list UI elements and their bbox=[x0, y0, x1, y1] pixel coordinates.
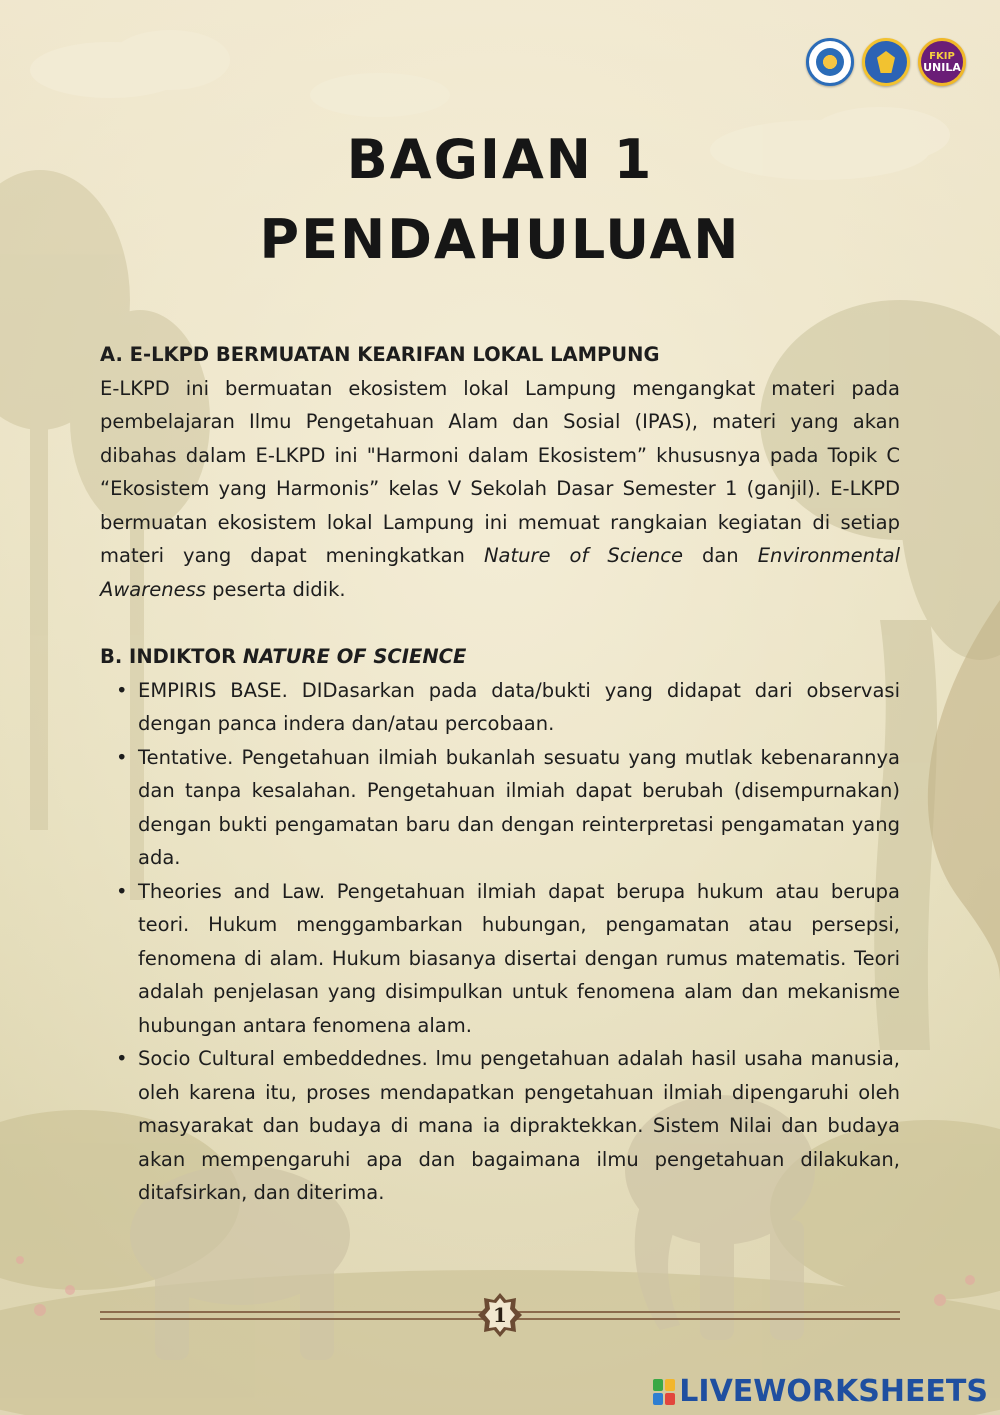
universitas-lampung-logo bbox=[862, 38, 910, 86]
title-line-1: BAGIAN 1 bbox=[346, 128, 654, 191]
document-content bbox=[100, 338, 900, 1210]
section-a-intro: E-LKPD ini bermuatan ekosistem lokal Lampung mengangkat materi pada pembelajaran Ilmu Pengetahuan Alam dan Sosial (IPAS), materi yang akan dibahas dalam E-LKPD ini "Harmoni dalam Ekosistem” khususnya pada Topik C “Ekosistem yang Harmonis” kelas V Sekolah Dasar Semester 1 (ganjil). E-LKPD bermuatan ekosistem lokal Lampung ini memuat rangkaian kegiatan di setiap materi yang dapat meningkatkan bbox=[100, 376, 900, 567]
page-number: 1 bbox=[493, 1303, 507, 1327]
list-item: • Socio Cultural embeddednes. lmu pengetahuan adalah hasil usaha manusia, oleh karena itu, proses mendapatkan pengetahuan ilmiah dipengaruhi oleh masyarakat dan budaya di mana ia dipraktekkan. Sistem Nilai dan budaya akan mempengaruhi apa dan bagaimana ilmu pengetahuan dilakukan, ditafsirkan, dan diterima. bbox=[100, 1042, 900, 1210]
spacer bbox=[100, 606, 900, 640]
section-a-heading: A. E-LKPD BERMUATAN KEARIFAN LOKAL LAMPUNG bbox=[100, 343, 660, 366]
list-item: • Theories and Law. Pengetahuan ilmiah dapat berupa hukum atau berupa teori. Hukum menggambarkan hubungan, pengamatan atau persepsi, fenomena di alam. Hukum biasanya disertai dengan rumus matematis. Teori adalah penjelasan yang disimpulkan untuk fenomena alam dan mekanisme hubungan antara fenomena alam. bbox=[100, 875, 900, 1043]
liveworksheets-watermark bbox=[653, 1374, 988, 1409]
term-nature-of-science: Nature of Science bbox=[483, 544, 683, 567]
kemdikbud-logo bbox=[806, 38, 854, 86]
list-item: • EMPIRIS BASE. DIDasarkan pada data/bukti yang didapat dari observasi dengan panca indera dan/atau percobaan. bbox=[100, 674, 900, 741]
list-item: • Tentative. Pengetahuan ilmiah bukanlah sesuatu yang mutlak kebenarannya dan tanpa kesalahan. Pengetahuan ilmiah dapat berubah (disempurnakan) dengan bukti pengamatan baru dan dengan reinterpretasi pengamatan yang ada. bbox=[100, 741, 900, 875]
title-line-2: PENDAHULUAN bbox=[259, 208, 741, 271]
section-b-heading: B. INDIKTOR NATURE OF SCIENCE bbox=[100, 645, 467, 668]
logo-group bbox=[806, 38, 966, 86]
section-a-connector: dan bbox=[701, 544, 739, 567]
liveworksheets-text: LIVEWORKSHEETS bbox=[679, 1374, 988, 1409]
section-a-paragraph bbox=[100, 372, 900, 607]
section-a-end: peserta didik. bbox=[212, 577, 346, 601]
nos-indicator-list bbox=[100, 674, 900, 1210]
fkip-unila-logo: FKIP UNILA bbox=[918, 38, 966, 86]
term-environmental-awareness: Environmental Awareness bbox=[100, 544, 900, 601]
liveworksheets-icon bbox=[653, 1379, 675, 1405]
